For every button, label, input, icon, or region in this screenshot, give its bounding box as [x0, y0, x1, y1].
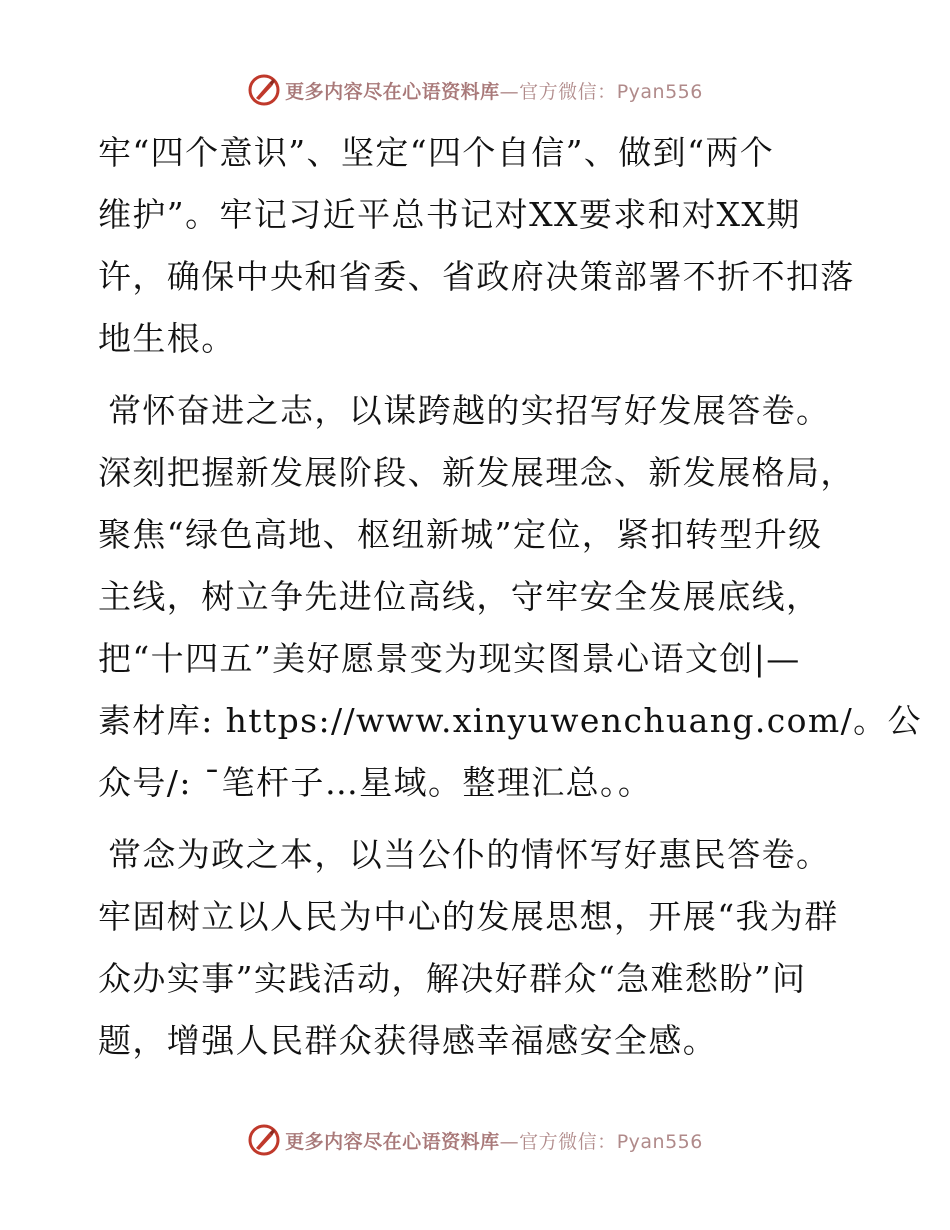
watermark-label: 官方微信： [519, 1130, 617, 1153]
watermark-label: 官方微信： [519, 80, 617, 103]
text-line: 主线，树立争先进位高线，守牢安全发展底线， [98, 577, 821, 616]
text-line: 深刻把握新发展阶段、新发展理念、新发展格局， [98, 453, 855, 492]
header-watermark [0, 70, 950, 110]
text-line: 常念为政之本，以当公仆的情怀写好惠民答卷。 [108, 835, 831, 874]
footer-watermark [0, 1120, 950, 1160]
paragraph-3 [98, 824, 858, 1072]
text-line: 地生根。 [98, 319, 236, 358]
text-line: 许，确保中央和省委、省政府决策部署不折不扣落 [98, 257, 855, 296]
text-line: 众办实事”实践活动，解决好群众“急难愁盼”问 [98, 959, 807, 998]
document-body [98, 122, 922, 1072]
text-line: 聚焦“绿色高地、枢纽新城”定位，紧扣转型升级 [98, 515, 823, 554]
text-line: 牢“四个意识”、坚定“四个自信”、做到“两个 [98, 133, 775, 172]
watermark-brand: 更多内容尽在心语资料库 [285, 1130, 500, 1153]
text-line: 众号/: ¯笔杆子…星域。整理汇总。。 [98, 763, 653, 802]
pen-logo-icon [247, 73, 281, 107]
text-line: 把“十四五”美好愿景变为现实图景心语文创|— [98, 639, 801, 678]
text-line: 素材库: https://www.xinyuwenchuang.com/。公 [98, 701, 922, 740]
pen-logo-icon [247, 1123, 281, 1157]
watermark-dash: — [499, 80, 520, 103]
watermark-brand: 更多内容尽在心语资料库 [285, 80, 500, 103]
paragraph-1 [98, 122, 858, 370]
watermark-account: Pyan556 [616, 1130, 703, 1153]
text-line: 维护”。牢记习近平总书记对XX要求和对XX期 [98, 195, 801, 234]
watermark-dash: — [499, 1130, 520, 1153]
text-line: 常怀奋进之志，以谋跨越的实招写好发展答卷。 [108, 391, 831, 430]
watermark-account: Pyan556 [616, 80, 703, 103]
text-line: 牢固树立以人民为中心的发展思想，开展“我为群 [98, 897, 839, 936]
paragraph-2 [98, 380, 922, 814]
text-line: 题，增强人民群众获得感幸福感安全感。 [98, 1021, 718, 1060]
